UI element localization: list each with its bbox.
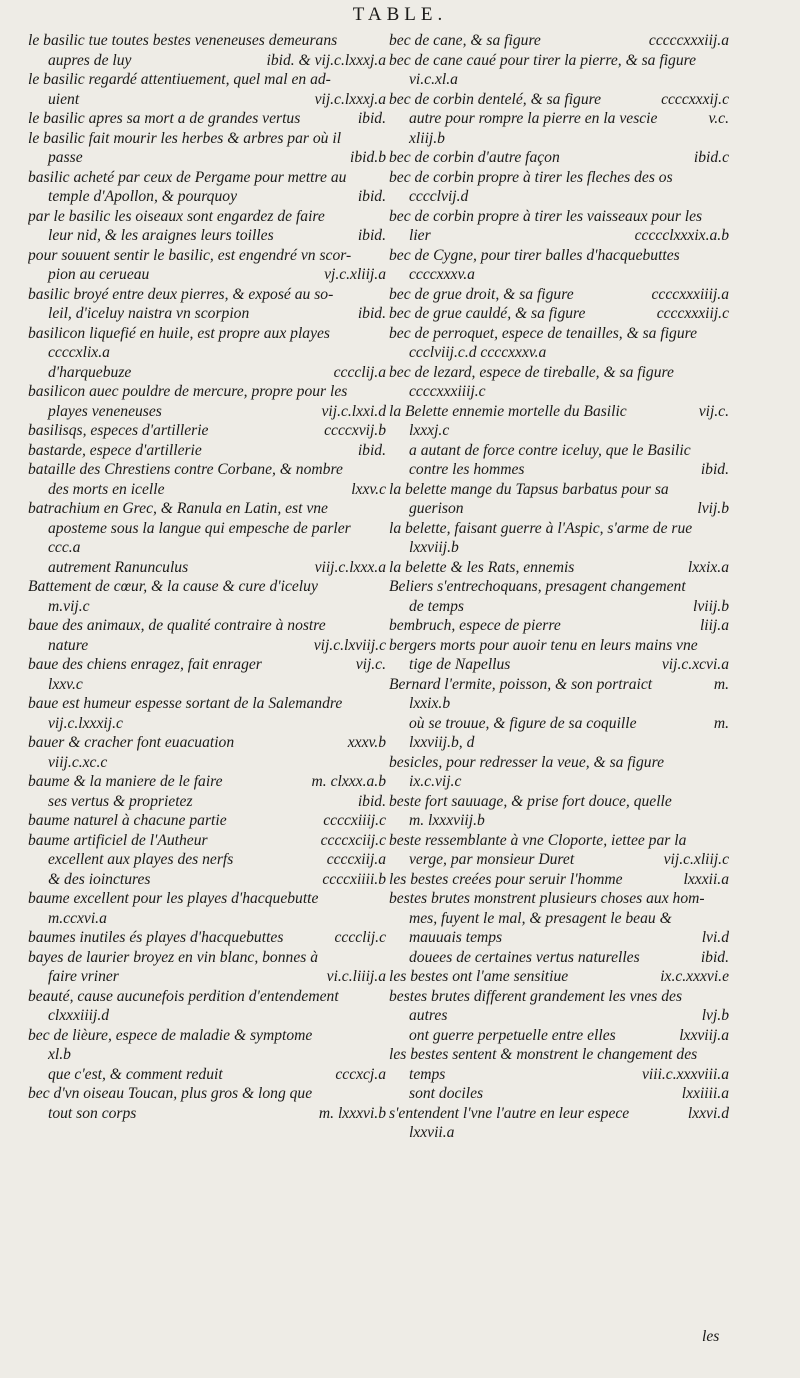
entry-reference: vij.c.xliij.c <box>663 851 729 868</box>
entry-reference: ibid.b <box>350 149 386 166</box>
index-entry <box>28 772 386 792</box>
index-entry <box>28 519 386 539</box>
index-entry <box>28 246 386 266</box>
entry-text: baume excellent pour les playes d'hacquebutte <box>28 890 319 907</box>
entry-reference: ibid. <box>700 948 729 966</box>
entry-text: verge, par monsieur Duret <box>409 851 575 868</box>
index-entry <box>389 1123 729 1143</box>
index-entry <box>28 928 386 948</box>
index-entry <box>389 480 729 500</box>
entry-text: ccccxxxv.a <box>409 266 475 283</box>
entry-text: m.ccxvi.a <box>48 909 107 927</box>
entry-reference: ibid. <box>700 461 729 478</box>
entry-reference: liij.a <box>699 617 729 634</box>
index-entry <box>28 421 386 441</box>
page-header: TABLE. <box>352 4 448 25</box>
entry-text: le basilic apres sa mort a de grandes vertus <box>28 110 301 127</box>
entry-reference: lxxxii.a <box>683 870 729 888</box>
entry-text: bataille des Chrestiens contre Corbane, & nombre <box>28 461 343 478</box>
index-entry <box>28 480 386 500</box>
entry-text: baumes inutiles és playes d'hacquebuttes <box>28 929 284 946</box>
entry-text: bec de corbin d'autre façon <box>389 149 560 166</box>
entry-text: bauer & cracher font euacuation <box>28 734 235 751</box>
entry-reference: ibid. <box>357 441 386 459</box>
entry-text: autrement Ranunculus <box>48 558 189 576</box>
entry-text: sont dociles <box>409 1085 484 1102</box>
entry-text: faire vriner <box>48 968 119 985</box>
index-entry <box>389 441 729 461</box>
index-entry <box>28 870 386 890</box>
entry-text: ccclviij.c.d ccccxxxv.a <box>409 344 547 361</box>
entry-text: baume & la maniere de le faire <box>28 773 223 790</box>
index-entry <box>28 226 386 246</box>
index-entry <box>28 987 386 1007</box>
entry-text: clxxxiiij.d <box>48 1007 110 1024</box>
index-entry <box>389 675 729 695</box>
entry-reference: vij.c. <box>698 402 729 420</box>
index-entry <box>389 772 729 792</box>
entry-reference: m. <box>713 714 729 732</box>
index-entry <box>28 694 386 714</box>
entry-text: vi.c.xl.a <box>409 71 458 88</box>
entry-reference: lvj.b <box>701 1007 729 1024</box>
index-entry <box>389 1026 729 1046</box>
index-entry <box>389 694 729 714</box>
entry-text: beste fort sauuage, & prise fort douce, quelle <box>389 792 672 810</box>
entry-reference: ccccclxxxix.a.b <box>634 227 729 244</box>
entry-text: baume artificiel de l'Autheur <box>28 831 208 849</box>
index-entry <box>389 304 729 324</box>
index-entry <box>28 207 386 227</box>
entry-text: ses vertus & proprietez <box>48 792 193 810</box>
index-entry <box>389 733 729 753</box>
entry-text: nature <box>48 636 89 654</box>
entry-text: bec de corbin dentelé, & sa figure <box>389 90 602 108</box>
entry-text: bastarde, espece d'artillerie <box>28 441 202 459</box>
entry-text: d'harquebuze <box>48 363 132 381</box>
entry-text: les bestes creées pour seruir l'homme <box>389 870 623 888</box>
entry-reference: lxxv.c <box>351 480 386 498</box>
entry-reference: ibid. <box>357 188 386 205</box>
index-entry <box>28 460 386 480</box>
entry-reference: ccccxiiij.c <box>323 812 386 829</box>
entry-text: le basilic regardé attentiuement, quel mal en ad- <box>28 71 331 88</box>
index-entry <box>389 31 729 51</box>
index-entry <box>389 889 729 909</box>
entry-text: que c'est, & comment reduit <box>48 1065 223 1083</box>
index-entry <box>28 285 386 305</box>
entry-text: bec de grue cauldé, & sa figure <box>389 305 586 322</box>
entry-reference: ccccxxxiiij.a <box>651 285 729 303</box>
index-entry <box>389 928 729 948</box>
index-entry <box>28 616 386 636</box>
entry-text: bec de perroquet, espece de tenailles, & sa figure <box>389 324 698 342</box>
entry-text: batrachium en Grec, & Ranula en Latin, est vne <box>28 500 328 517</box>
index-entry <box>389 226 729 246</box>
entry-text: autre pour rompre la pierre en la vescie <box>409 110 658 127</box>
entry-text: mauuais temps <box>409 929 503 946</box>
entry-reference: ccccxiiii.b <box>322 870 386 888</box>
entry-text: m. lxxxviij.b <box>409 812 485 829</box>
index-entry <box>389 1006 729 1026</box>
entry-text: lxxix.b <box>409 695 451 712</box>
entry-text: lxxviij.b, d <box>409 734 475 751</box>
index-entry <box>389 948 729 968</box>
index-entry <box>389 51 729 71</box>
entry-reference: vij.c.lxxi.d <box>321 402 386 420</box>
index-entry <box>389 714 729 734</box>
entry-text: ont guerre perpetuelle entre elles <box>409 1026 616 1044</box>
index-entry <box>389 207 729 227</box>
entry-text: s'entendent l'vne l'autre en leur espece <box>389 1104 630 1122</box>
entry-text: basilicon liquefié en huile, est propre aux playes <box>28 324 330 342</box>
entry-reference: lvi.d <box>701 929 729 946</box>
entry-text: lxxvii.a <box>409 1124 455 1141</box>
entry-text: baume naturel à chacune partie <box>28 812 227 829</box>
index-entry <box>389 265 729 285</box>
entry-reference: m. clxxx.a.b <box>311 773 386 790</box>
entry-reference: v.c. <box>708 110 729 127</box>
index-entry <box>28 714 386 734</box>
entry-text: bayes de laurier broyez en vin blanc, bonnes à <box>28 948 319 966</box>
entry-text: douees de certaines vertus naturelles <box>409 948 640 966</box>
entry-text: xliij.b <box>409 129 445 147</box>
index-entry <box>28 889 386 909</box>
index-entry <box>389 90 729 110</box>
entry-text: ccc.a <box>48 539 81 556</box>
entry-reference: cccxcj.a <box>335 1065 386 1083</box>
entry-text: lxxxj.c <box>409 422 450 439</box>
index-entry <box>389 870 729 890</box>
entry-text: passe <box>48 149 83 166</box>
index-entry <box>389 616 729 636</box>
entry-text: basilic broyé entre deux pierres, & exposé au so- <box>28 285 334 303</box>
index-entry <box>28 597 386 617</box>
entry-text: viij.c.xc.c <box>48 753 108 771</box>
entry-reference: vj.c.xliij.a <box>324 266 386 283</box>
index-entry <box>389 187 729 207</box>
entry-text: par le basilic les oiseaux sont engardez de faire <box>28 207 325 225</box>
entry-text: bec de lièure, espece de maladie & symptome <box>28 1026 313 1044</box>
entry-text: pour souuent sentir le basilic, est engendré vn scor- <box>28 246 352 264</box>
index-entry <box>389 402 729 422</box>
index-entry <box>28 382 386 402</box>
entry-reference: m. <box>713 675 729 693</box>
entry-reference: m. lxxxvi.b <box>318 1104 386 1122</box>
index-entry <box>389 987 729 1007</box>
index-entry <box>389 792 729 812</box>
index-entry <box>28 90 386 110</box>
entry-text: lxxviij.b <box>409 539 459 556</box>
index-entry <box>389 421 729 441</box>
entry-text: le basilic tue toutes bestes veneneuses demeurans <box>28 32 338 49</box>
entry-text: Battement de cœur, & la cause & cure d'iceluy <box>28 578 318 595</box>
entry-reference: lxxix.a <box>687 558 729 576</box>
entry-text: xl.b <box>48 1046 71 1063</box>
entry-reference: cccclij.c <box>334 929 386 946</box>
entry-reference: cccclij.a <box>333 363 386 381</box>
entry-reference: lxxiiii.a <box>681 1085 729 1102</box>
entry-text: où se trouue, & figure de sa coquille <box>409 714 637 732</box>
entry-reference: ibid. & vij.c.lxxxj.a <box>266 51 386 69</box>
index-entry <box>389 246 729 266</box>
index-entry <box>389 460 729 480</box>
entry-reference: ibid.c <box>693 149 729 166</box>
entry-reference: vij.c. <box>355 656 386 673</box>
entry-text: guerison <box>409 500 464 517</box>
entry-text: bec de cane, & sa figure <box>389 32 541 49</box>
entry-text: ccccxxxiiij.c <box>409 383 486 400</box>
entry-text: la belette, faisant guerre à l'Aspic, s'arme de rue <box>389 519 693 537</box>
index-entry <box>28 187 386 207</box>
index-entry <box>389 850 729 870</box>
entry-text: m.vij.c <box>48 597 90 615</box>
index-entry <box>28 538 386 558</box>
entry-reference: xxxv.b <box>347 734 386 751</box>
index-entry <box>28 792 386 812</box>
entry-reference: lxxvi.d <box>687 1104 729 1122</box>
index-entry <box>28 31 386 51</box>
entry-text: tout son corps <box>48 1104 137 1122</box>
entry-reference: ibid. <box>357 792 386 810</box>
entry-text: mes, fuyent le mal, & presagent le beau & <box>409 909 672 927</box>
entry-text: bec de Cygne, pour tirer balles d'hacquebuttes <box>389 246 680 264</box>
index-entry <box>389 519 729 539</box>
index-entry <box>389 811 729 831</box>
index-entry <box>389 577 729 597</box>
index-entry <box>28 1065 386 1085</box>
entry-text: la belette & les Rats, ennemis <box>389 558 575 576</box>
index-entry <box>389 1065 729 1085</box>
index-entry <box>389 109 729 129</box>
entry-reference: vij.c.xcvi.a <box>661 656 729 673</box>
index-entry <box>389 70 729 90</box>
entry-text: tige de Napellus <box>409 656 511 673</box>
index-entry <box>28 909 386 929</box>
index-entry <box>389 324 729 344</box>
entry-text: les bestes ont l'ame sensitiue <box>389 968 569 985</box>
index-entry <box>389 655 729 675</box>
entry-text: temple d'Apollon, & pourquoy <box>48 188 237 205</box>
entry-text: Beliers s'entrechoquans, presagent changement <box>389 578 686 595</box>
entry-reference: cccccxxxiij.a <box>648 32 729 49</box>
index-entry <box>28 148 386 168</box>
entry-text: leil, d'iceluy naistra vn scorpion <box>48 305 250 322</box>
entry-text: bergers morts pour auoir tenu en leurs mains vne <box>389 636 698 654</box>
index-entry <box>28 558 386 578</box>
index-entry <box>28 343 386 363</box>
entry-reference: viii.c.xxxviii.a <box>641 1065 729 1083</box>
entry-text: & des ioinctures <box>48 870 151 888</box>
index-entry <box>389 909 729 929</box>
index-entry <box>28 831 386 851</box>
entry-text: la Belette ennemie mortelle du Basilic <box>389 402 627 420</box>
index-entry <box>28 109 386 129</box>
index-entry <box>28 948 386 968</box>
entry-reference: ix.c.xxxvi.e <box>660 968 729 985</box>
entry-text: temps <box>409 1065 446 1083</box>
entry-text: bembruch, espece de pierre <box>389 617 561 634</box>
entry-text: aupres de luy <box>48 51 132 69</box>
index-entry <box>28 811 386 831</box>
index-entry <box>389 538 729 558</box>
entry-text: lier <box>409 227 431 244</box>
entry-text: bestes brutes monstrent plusieurs choses aux hom- <box>389 890 705 907</box>
entry-text: bec de lezard, espece de tireballe, & sa figure <box>389 363 674 381</box>
index-entry <box>28 304 386 324</box>
entry-reference: ibid. <box>357 305 386 322</box>
index-entry <box>389 499 729 519</box>
entry-text: cccclvij.d <box>409 188 469 205</box>
entry-text: bestes brutes different grandement les vnes des <box>389 987 683 1005</box>
index-entry <box>28 636 386 656</box>
entry-text: beste ressemblante à vne Cloporte, iettee par la <box>389 831 687 849</box>
index-entry <box>28 1104 386 1124</box>
entry-text: des morts en icelle <box>48 480 165 498</box>
index-entry <box>389 597 729 617</box>
entry-reference: vij.c.lxviij.c <box>313 636 386 654</box>
entry-text: les bestes sentent & monstrent le changement des <box>389 1046 698 1063</box>
left-column <box>28 31 386 1123</box>
index-entry <box>28 675 386 695</box>
index-entry <box>28 324 386 344</box>
entry-text: beauté, cause aucunefois perdition d'entendement <box>28 987 339 1005</box>
index-entry <box>389 129 729 149</box>
index-entry <box>389 1084 729 1104</box>
index-entry <box>28 1084 386 1104</box>
entry-text: basilic acheté par ceux de Pergame pour mettre au <box>28 168 347 186</box>
entry-text: pion au cerueau <box>48 266 150 283</box>
entry-text: de temps <box>409 597 464 615</box>
entry-text: bec de corbin propre à tirer les vaisseaux pour les <box>389 207 703 225</box>
entry-reference: ccccxxxiij.c <box>656 305 729 322</box>
entry-text: bec d'vn oiseau Toucan, plus gros & long que <box>28 1085 313 1102</box>
entry-reference: ibid. <box>357 110 386 127</box>
entry-reference: viij.c.lxxx.a <box>314 558 386 576</box>
index-entry <box>28 1026 386 1046</box>
entry-reference: ccccxiij.a <box>326 851 386 868</box>
index-entry <box>28 577 386 597</box>
index-entry <box>28 499 386 519</box>
entry-text: leur nid, & les araignes leurs toilles <box>48 227 274 244</box>
entry-text: uient <box>48 90 80 108</box>
entry-reference: ccccxxxij.c <box>661 90 729 108</box>
index-entry <box>28 967 386 987</box>
index-entry <box>389 967 729 987</box>
entry-text: bec de grue droit, & sa figure <box>389 285 574 303</box>
index-entry <box>389 363 729 383</box>
entry-text: a autant de force contre iceluy, que le Basilic <box>409 441 691 459</box>
entry-reference: lviij.b <box>693 597 729 615</box>
catchword: les <box>702 1328 720 1345</box>
entry-reference: ccccxvij.b <box>324 422 386 439</box>
index-entry <box>28 441 386 461</box>
entry-text: ccccxlix.a <box>48 344 110 361</box>
index-entry <box>28 363 386 383</box>
entry-text: bec de corbin propre à tirer les fleches des os <box>389 168 673 186</box>
index-entry <box>28 1006 386 1026</box>
entry-text: baue des chiens enragez, fait enrager <box>28 656 262 673</box>
index-entry <box>28 850 386 870</box>
index-entry <box>28 753 386 773</box>
entry-text: ix.c.vij.c <box>409 773 462 790</box>
entry-reference: ccccxciij.c <box>320 831 386 849</box>
index-entry <box>389 382 729 402</box>
index-entry <box>28 1045 386 1065</box>
index-entry <box>389 558 729 578</box>
entry-text: baue des animaux, de qualité contraire à nostre <box>28 617 326 634</box>
entry-text: bec de cane caué pour tirer la pierre, & sa figure <box>389 51 697 69</box>
entry-reference: vi.c.liiij.a <box>326 968 386 985</box>
index-entry <box>28 402 386 422</box>
index-entry <box>389 1045 729 1065</box>
entry-text: basilicon auec pouldre de mercure, propre pour les <box>28 383 348 400</box>
index-entry <box>28 733 386 753</box>
index-entry <box>389 148 729 168</box>
entry-text: excellent aux playes des nerfs <box>48 851 234 868</box>
entry-text: lxxv.c <box>48 675 83 693</box>
entry-text: aposteme sous la langue qui empesche de parler <box>48 519 351 537</box>
index-entry <box>389 343 729 363</box>
entry-reference: lvij.b <box>697 500 729 517</box>
index-entry <box>389 636 729 656</box>
index-entry <box>28 129 386 149</box>
index-entry <box>28 51 386 71</box>
entry-text: besicles, pour redresser la veue, & sa figure <box>389 753 665 771</box>
index-entry <box>389 168 729 188</box>
index-entry <box>28 70 386 90</box>
entry-reference: vij.c.lxxxj.a <box>314 90 386 108</box>
index-entry <box>389 831 729 851</box>
index-entry <box>389 1104 729 1124</box>
index-entry <box>389 285 729 305</box>
right-column <box>389 31 729 1143</box>
entry-text: playes veneneuses <box>48 402 162 420</box>
index-entry <box>389 753 729 773</box>
index-entry <box>28 265 386 285</box>
entry-reference: lxxviij.a <box>679 1026 729 1044</box>
entry-text: vij.c.lxxxij.c <box>48 714 123 732</box>
entry-text: baue est humeur espesse sortant de la Salemandre <box>28 695 343 712</box>
entry-text: la belette mange du Tapsus barbatus pour sa <box>389 480 669 498</box>
entry-reference: ibid. <box>357 227 386 244</box>
index-entry <box>28 168 386 188</box>
index-entry <box>28 655 386 675</box>
entry-text: autres <box>409 1007 448 1024</box>
entry-text: Bernard l'ermite, poisson, & son portraict <box>389 675 653 693</box>
entry-text: le basilic fait mourir les herbes & arbres par où il <box>28 129 342 147</box>
entry-text: contre les hommes <box>409 461 525 478</box>
entry-text: basilisqs, especes d'artillerie <box>28 422 209 439</box>
